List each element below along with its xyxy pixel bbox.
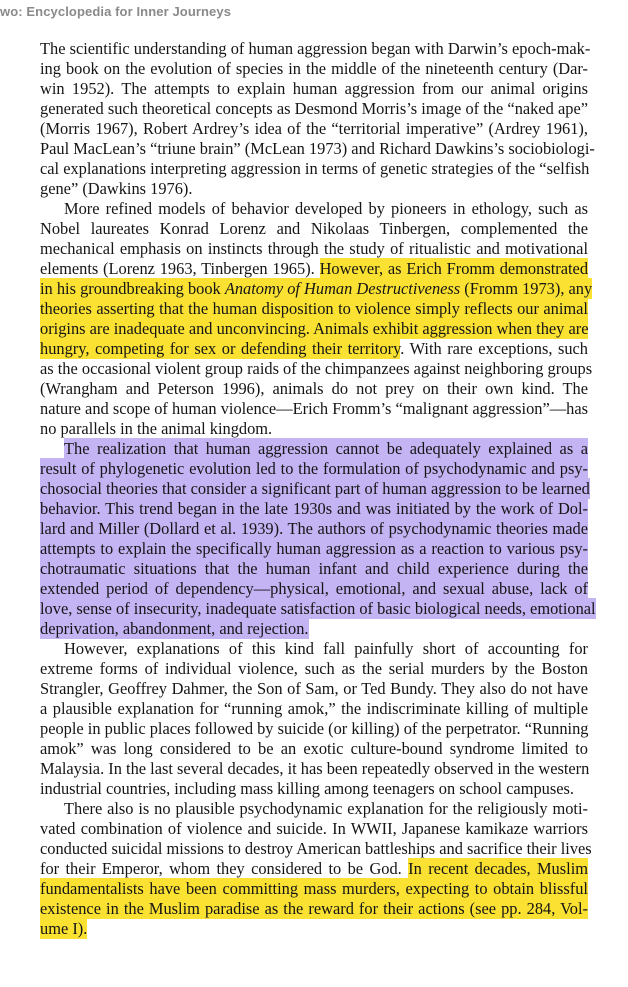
text-line (40, 499, 588, 519)
text-segment: a plausible explanation for “running amok,” the indiscriminate killing of multiple (40, 699, 588, 718)
text-segment: industrial countries, including mass killing among teenagers on school campuses. (40, 779, 574, 798)
highlighted-text: in his groundbreaking book (40, 279, 225, 298)
text-segment: as the occasional violent group raids of the chimpanzees against neighboring groups (40, 359, 593, 378)
text-segment: for their Emperor, whom they considered to be God. (40, 859, 409, 878)
document-body (40, 39, 596, 939)
text-segment: people in public places followed by suicide (or killing) of the perpetrator. “Running (40, 719, 589, 738)
text-segment: gene” (Dawkins 1976). (40, 179, 193, 198)
highlighted-text: In recent decades, Muslim (408, 859, 588, 878)
text-segment: win 1952). The attempts to explain human aggression from our animal origins (40, 79, 588, 98)
text-line (40, 359, 593, 379)
text-segment: vated combination of violence and suicide. In WWII, Japanese kamikaze warriors (40, 819, 588, 838)
text-segment: mechanical emphasis on instincts through the study of ritualistic and motivational (40, 239, 588, 258)
text-segment: conducted suicidal missions to destroy American battleships and sacrifice their lives (40, 839, 592, 858)
text-line (40, 219, 588, 239)
text-line (40, 139, 595, 159)
text-line (40, 59, 588, 79)
text-line (40, 799, 588, 819)
text-line (40, 199, 588, 219)
highlighted-text: chotraumatic situations that the human infant and child experience during the (40, 559, 588, 578)
text-segment: (Wrangham and Peterson 1996), animals do not prey on their own kind. The (40, 379, 588, 398)
text-line (40, 519, 588, 539)
text-line (40, 159, 588, 179)
highlighted-text: behavior. This trend began in the late 1930s and was initiated by the work of Dol- (40, 499, 588, 518)
text-line (40, 819, 588, 839)
text-line (40, 239, 588, 259)
text-line (40, 759, 588, 779)
text-line (40, 259, 588, 279)
text-line (40, 179, 588, 199)
text-line (40, 539, 588, 559)
highlighted-text: deprivation, abandonment, and rejection. (40, 619, 309, 638)
text-segment: Strangler, Geoffrey Dahmer, the Son of Sam, or Ted Bundy. They also do not have (40, 679, 588, 698)
text-segment: (Morris 1967), Robert Ardrey’s idea of the “territorial imperative” (Ardrey 1961), (40, 119, 588, 138)
text-line (40, 559, 588, 579)
text-line (40, 319, 588, 339)
text-segment: Paul MacLean’s “triune brain” (McLean 1973) and Richard Dawkins’s sociobiologi- (40, 139, 595, 158)
highlighted-text: extended period of dependency—physical, emotional, and sexual abuse, lack of (40, 579, 588, 598)
highlighted-text: Anatomy of Human Destructiveness (224, 279, 461, 298)
text-line (40, 619, 588, 639)
highlighted-text: chosocial theories that consider a significant part of human aggression to be learned (40, 479, 590, 498)
highlighted-text: existence in the Muslim paradise as the reward for their actions (see pp. 284, Vol- (40, 899, 588, 918)
text-line (40, 639, 588, 659)
text-segment: Nobel laureates Konrad Lorenz and Nikolaas Tinbergen, complemented the (40, 219, 588, 238)
highlighted-text: ume I). (40, 919, 88, 938)
highlighted-text: attempts to explain the specifically human aggression as a reaction to various psy- (40, 539, 588, 558)
text-segment: no parallels in the animal kingdom. (40, 419, 273, 438)
highlighted-text: result of phylogenetic evolution led to the formulation of psychodynamic and psy- (40, 459, 588, 478)
highlighted-text: (Fromm 1973), any (460, 279, 593, 298)
text-segment: generated such theoretical concepts as Desmond Morris’s image of the “naked ape” (40, 99, 588, 118)
text-line (40, 839, 592, 859)
text-line (40, 919, 588, 939)
text-segment: extreme forms of individual violence, such as the serial murders by the Boston (40, 659, 588, 678)
text-segment: nature and scope of human violence—Erich Fromm’s “malignant aggression”—has (40, 399, 589, 418)
text-segment: However, explanations of this kind fall painfully short of accounting for (64, 639, 588, 658)
text-line (40, 739, 588, 759)
text-line (40, 779, 588, 799)
text-line (40, 879, 588, 899)
text-line (40, 399, 588, 419)
text-line (40, 579, 588, 599)
highlighted-text: theories asserting that the human disposition to violence simply reflects our animal (40, 299, 588, 318)
highlighted-text: love, sense of insecurity, inadequate satisfaction of basic biological needs, emotional (40, 599, 596, 618)
document-header: wo: Encyclopedia for Inner Journeys (0, 4, 232, 19)
text-line (40, 99, 588, 119)
text-line (40, 79, 588, 99)
text-segment: Malaysia. In the last several decades, it has been repeatedly observed in the western (40, 759, 590, 778)
text-line (40, 339, 588, 359)
text-line (40, 899, 588, 919)
highlighted-text: fundamentalists have been committing mass murders, expecting to obtain blissful (40, 879, 588, 898)
text-line (40, 699, 588, 719)
text-line (40, 679, 588, 699)
text-line (40, 419, 588, 439)
text-line (40, 39, 591, 59)
text-line (40, 599, 596, 619)
text-line (40, 479, 588, 499)
text-line (40, 119, 588, 139)
highlighted-text: The realization that human aggression cannot be adequately explained as a (64, 439, 588, 458)
text-line (40, 279, 593, 299)
highlighted-text: hungry, competing for sex or defending their territory (40, 339, 401, 358)
text-segment: . With rare exceptions, such (400, 339, 588, 358)
text-line (40, 719, 588, 739)
text-line (40, 859, 588, 879)
text-line (40, 379, 588, 399)
text-line (40, 439, 588, 459)
highlighted-text: origins are inadequate and unconvincing. Animals exhibit aggression when they are (40, 319, 589, 338)
text-line (40, 299, 588, 319)
text-line (40, 659, 588, 679)
text-line (40, 459, 588, 479)
text-segment: ing book on the evolution of species in the middle of the nineteenth century (Dar- (40, 59, 588, 78)
text-segment: The scientific understanding of human aggression began with Darwin’s epoch-mak- (40, 39, 591, 58)
highlighted-text: lard and Miller (Dollard et al. 1939). The authors of psychodynamic theories made (40, 519, 588, 538)
text-segment: There also is no plausible psychodynamic explanation for the religiously moti- (64, 799, 588, 818)
text-segment: cal explanations interpreting aggression in terms of genetic strategies of the “selfish (40, 159, 590, 178)
text-segment: amok” was long considered to be an exotic culture-bound syndrome limited to (40, 739, 588, 758)
text-segment: elements (Lorenz 1963, Tinbergen 1965). (40, 259, 320, 278)
text-segment: More refined models of behavior developed by pioneers in ethology, such as (64, 199, 588, 218)
highlighted-text: However, as Erich Fromm demonstrated (319, 259, 589, 278)
